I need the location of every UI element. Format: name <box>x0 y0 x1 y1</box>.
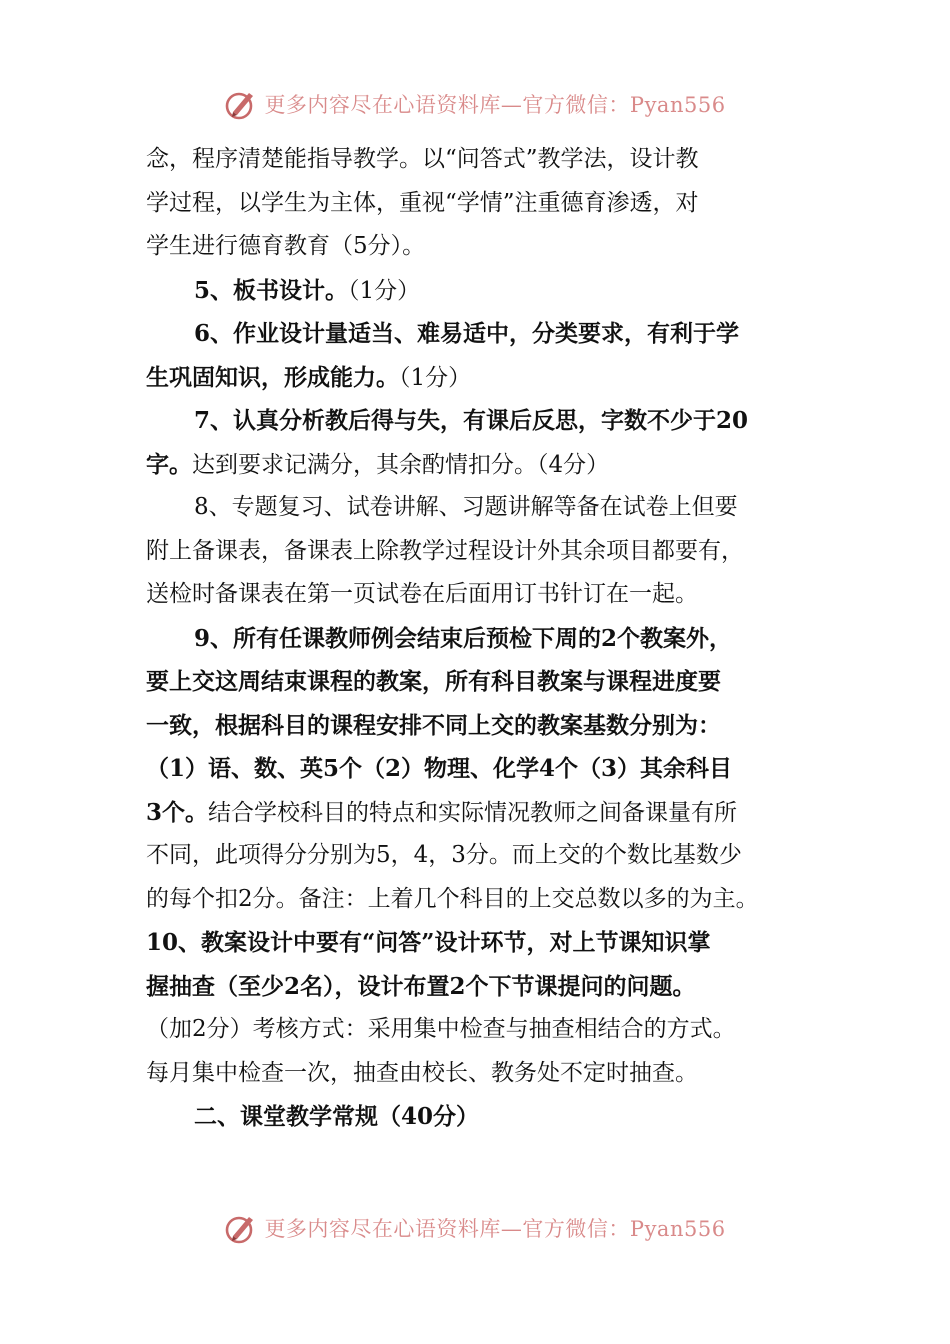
text-line: 送检时备课表在第一页试卷在后面用订书针订在一起。 <box>146 581 698 607</box>
text-line: 学生进行德育教育（5分）。 <box>146 233 426 259</box>
header-banner-text: 更多内容尽在心语资料库—官方微信：Pyan556 <box>264 93 726 117</box>
pen-circle-logo-icon <box>224 1211 258 1245</box>
pen-circle-logo-icon <box>224 87 258 121</box>
item-5-board-design: 5、板书设计。（1分） <box>194 276 421 304</box>
section-heading-classroom-routine: 二、课堂教学常规（40分） <box>194 1103 480 1130</box>
item-6-homework-design: 6、作业设计量适当、难易适中，分类要求，有利于学 <box>194 320 740 347</box>
text-line: 每月集中检查一次，抽查由校长、教务处不定时抽查。 <box>146 1059 698 1086</box>
text-line: （加2分）考核方式：采用集中检查与抽查相结合的方式。 <box>146 1016 736 1042</box>
text-line: 念，程序清楚能指导教学。以“问答式”教学法，设计教 <box>146 146 699 172</box>
text-line: 附上备课表，备课表上除教学过程设计外其余项目都要有， <box>146 537 744 564</box>
item-9-lesson-plan-submission: 9、所有任课教师例会结束后预检下周的2个教案外， <box>194 624 733 652</box>
item-8-review-lessons: 8、专题复习、试卷讲解、习题讲解等备在试卷上但要 <box>194 494 738 520</box>
text-line: 生巩固知识，形成能力。（1分） <box>146 363 472 391</box>
text-line: 不同，此项得分分别为5，4，3分。而上交的个数比基数少 <box>146 842 742 868</box>
text-line: 要上交这周结束课程的教案，所有科目教案与课程进度要 <box>146 668 721 695</box>
text-line: 学过程，以学生为主体，重视“学情”注重德育渗透，对 <box>146 189 699 216</box>
document-body <box>146 138 826 1139</box>
footer-banner <box>0 1208 950 1248</box>
text-line: 一致，根据科目的课程安排不同上交的教案基数分别为： <box>146 711 721 739</box>
text-line: 的每个扣2分。备注：上着几个科目的上交总数以多的为主。 <box>146 885 759 912</box>
text-line: 握抽查（至少2名），设计布置2个下节课提问的问题。 <box>146 972 696 1000</box>
text-line: 3个。结合学校科目的特点和实际情况教师之间备课量有所 <box>146 798 738 826</box>
header-banner <box>0 84 950 124</box>
text-line: （1）语、数、英5个（2）物理、化学4个（3）其余科目 <box>146 755 733 782</box>
text-line: 字。达到要求记满分，其余酌情扣分。（4分） <box>146 450 610 478</box>
footer-banner-text: 更多内容尽在心语资料库—官方微信：Pyan556 <box>264 1217 726 1241</box>
item-7-reflection: 7、认真分析教后得与失，有课后反思，字数不少于20 <box>194 407 749 434</box>
item-10-qa-design: 10、教案设计中要有“问答”设计环节，对上节课知识掌 <box>146 929 711 956</box>
